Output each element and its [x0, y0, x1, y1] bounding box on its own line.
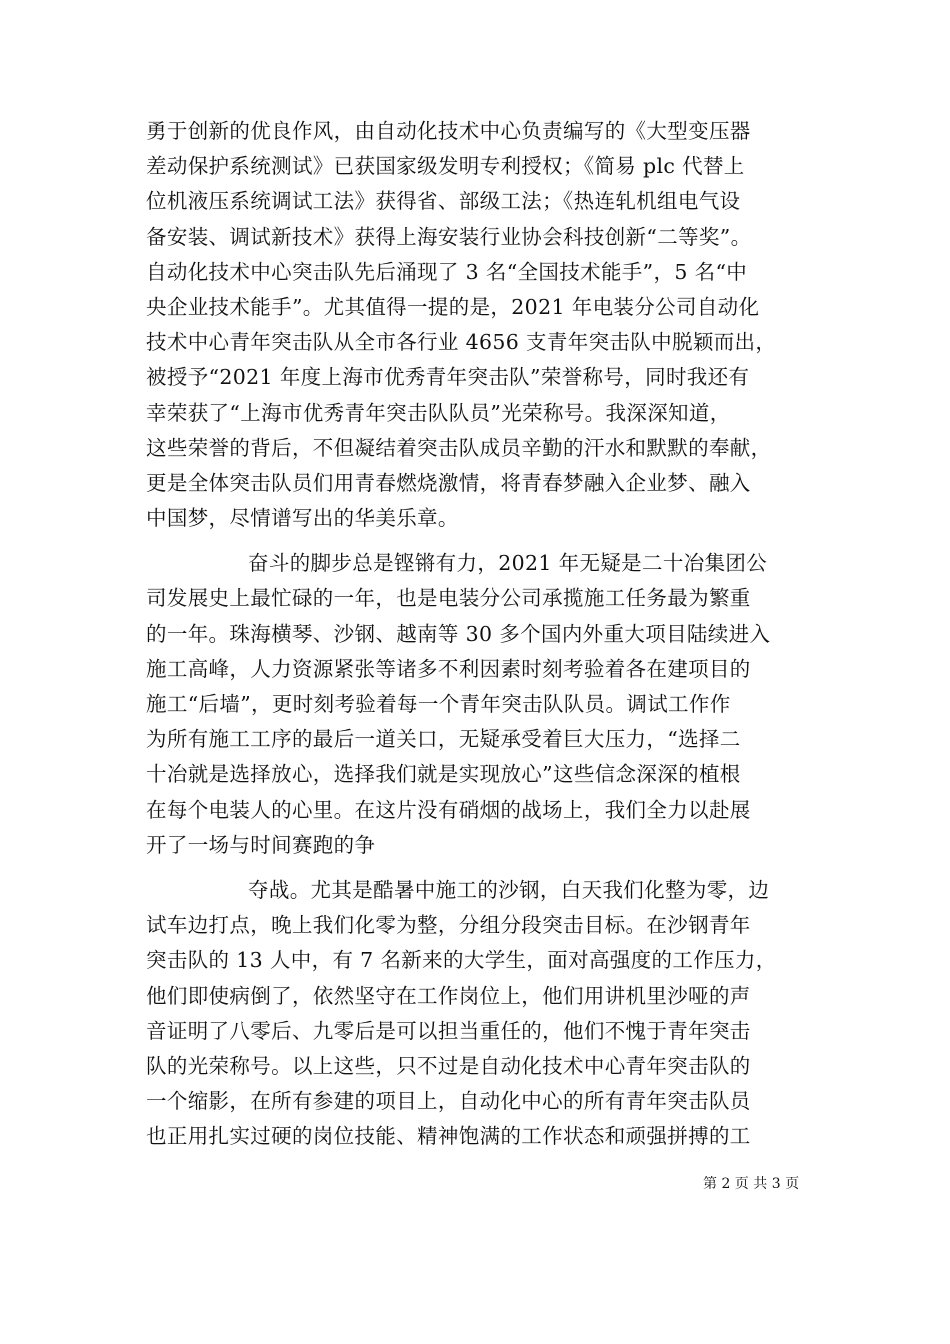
text-line: 开了一场与时间赛跑的争: [146, 832, 376, 857]
text-line: 幸荣获了“上海市优秀青年突击队队员”光荣称号。我深深知道，: [146, 400, 731, 425]
text-line: 勇于创新的优良作风，由自动化技术中心负责编写的《大型变压器: [146, 119, 751, 143]
text-line: 自动化技术中心突击队先后涌现了 3 名“全国技术能手”，5 名“中: [146, 259, 748, 284]
text-line: 队的光荣称号。以上这些，只不过是自动化技术中心青年突击队的: [146, 1053, 751, 1078]
text-line: 央企业技术能手”。尤其值得一提的是，2021 年电装分公司自动化: [146, 294, 760, 319]
text-line: 差动保护系统测试》已获国家级发明专利授权；《简易 plc 代替上: [146, 154, 745, 179]
text-line: 他们即使病倒了，依然坚守在工作岗位上，他们用讲机里沙哑的声: [146, 983, 751, 1008]
text-line: 备安装、调试新技术》获得上海安装行业协会科技创新“二等奖”。: [146, 224, 752, 249]
text-line: 的一年。珠海横琴、沙钢、越南等 30 多个国内外重大项目陆续进入: [146, 621, 771, 646]
text-line: 为所有施工工序的最后一道关口，无疑承受着巨大压力，“选择二: [146, 727, 741, 752]
text-line: 音证明了八零后、九零后是可以担当重任的，他们不愧于青年突击: [146, 1018, 751, 1043]
text-line: 技术中心青年突击队从全市各行业 4656 支青年突击队中脱颖而出，: [146, 330, 777, 355]
text-line: 被授予“2021 年度上海市优秀青年突击队”荣誉称号，同时我还有: [146, 365, 750, 390]
text-line: 一个缩影，在所有参建的项目上，自动化中心的所有青年突击队员: [146, 1089, 751, 1114]
text-line: 这些荣誉的背后，不但凝结着突击队成员辛勤的汗水和默默的奉献，: [146, 435, 772, 460]
text-line: 司发展史上最忙碌的一年，也是电装分公司承揽施工任务最为繁重: [146, 586, 751, 611]
text-line-first: 奋斗的脚步总是铿锵有力，2021 年无疑是二十冶集团公: [248, 551, 768, 576]
paragraph-2: [146, 546, 810, 863]
text-line: 试车边打点，晚上我们化零为整，分组分段突击目标。在沙钢青年: [146, 913, 751, 938]
text-line-first: 夺战。尤其是酷暑中施工的沙钢，白天我们化整为零，边: [248, 877, 770, 902]
page-number: 第 2 页 共 3 页: [703, 1176, 800, 1192]
paragraph-3: [146, 873, 810, 1155]
text-line: 施工高峰，人力资源紧张等诸多不利因素时刻考验着各在建项目的: [146, 656, 751, 681]
paragraph-1: [146, 114, 810, 536]
text-line: 施工“后墙”，更时刻考验着每一个青年突击队队员。调试工作作: [146, 692, 731, 716]
text-line: 位机液压系统调试工法》获得省、部级工法；《热连轧机组电气设: [146, 189, 741, 214]
text-line: 十冶就是选择放心，选择我们就是实现放心”这些信念深深的植根: [146, 762, 741, 787]
text-line: 突击队的 13 人中，有 7 名新来的大学生，面对高强度的工作压力，: [146, 948, 777, 973]
text-line: 也正用扎实过硬的岗位技能、精神饱满的工作状态和顽强拼搏的工: [146, 1124, 751, 1149]
text-line: 更是全体突击队员们用青春燃烧激情，将青春梦融入企业梦、融入: [146, 470, 751, 495]
document-body: [146, 114, 810, 1154]
text-line: 在每个电装人的心里。在这片没有硝烟的战场上，我们全力以赴展: [146, 797, 751, 822]
text-line: 中国梦，尽情谱写出的华美乐章。: [146, 506, 459, 531]
